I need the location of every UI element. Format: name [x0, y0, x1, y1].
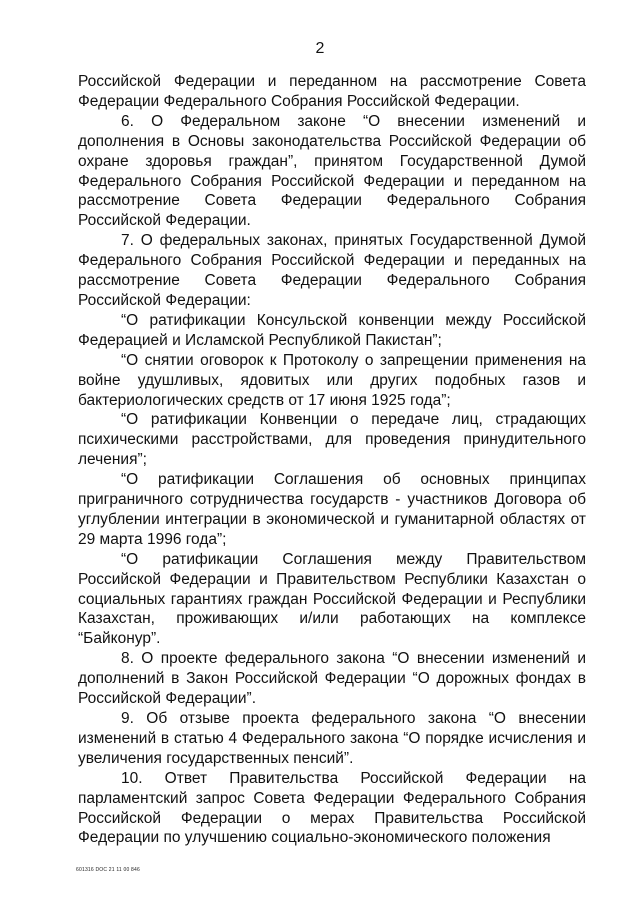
footer-document-code: 601316 DOC 21 11 00 846 — [76, 867, 140, 873]
paragraph-law-border-cooperation: “О ратификации Соглашения об основных принципах приграничного сотрудничества государств - участников Договора об углублении интеграции в экономической и гуманитарной областях от 29 марта 1996 года”; — [78, 471, 586, 548]
paragraph-item-7: 7. О федеральных законах, принятых Государственной Думой Федерального Собрания Российской Федерации и переданных на рассмотрение Совета Федерации Федерального Собрания Российской Федерации: — [78, 232, 586, 309]
paragraph-continuation: Российской Федерации и переданном на рассмотрение Совета Федерации Федерального Собрания Российской Федерации. — [78, 73, 586, 110]
paragraph-law-protocol: “О снятии оговорок к Протоколу о запрещении применения на войне удушливых, ядовитых или других подобных газов и бактериологических средств от 17 июня 1925 года”; — [78, 351, 586, 409]
page-number: 2 — [315, 40, 325, 57]
paragraph-item-6: 6. О Федеральном законе “О внесении изменений и дополнения в Основы законодательства Российской Федерации об охране здоровья граждан”, принятом Государственной Думой Федерального Собрания Российской Федерации и переданном на рассмотрение Совета Федерации Федерального Собрания Российской Федерации. — [78, 112, 586, 230]
paragraph-item-9: 9. Об отзыве проекта федерального закона “О внесении изменений в статью 4 Федерального закона “О порядке исчисления и увеличения государственных пенсий”. — [78, 710, 586, 767]
paragraph-item-10: 10. Ответ Правительства Российской Федерации на парламентский запрос Совета Федерации Федерального Собрания Российской Федерации о мерах Правительства Российской Федерации по улучшению социально-экономического положения — [78, 769, 586, 847]
paragraph-law-baikonur: “О ратификации Соглашения между Правительством Российской Федерации и Правительством Республики Казахстан о социальных гарантиях граждан Российской Федерации и Республики Казахстан, проживающих и/или работающих на комплексе “Байконур”. — [78, 550, 586, 648]
paragraph-item-8: 8. О проекте федерального закона “О внесении изменений и дополнений в Закон Российской Федерации “О дорожных фондах в Российской Федерации”. — [78, 650, 586, 708]
document-body — [78, 72, 586, 848]
paragraph-law-convention: “О ратификации Конвенции о передаче лиц, страдающих психическими расстройствами, для проведения принудительного лечения”; — [78, 411, 586, 469]
paragraph-law-pakistan: “О ратификации Консульской конвенции между Российской Федерацией и Исламской Республикой Пакистан”; — [78, 311, 586, 349]
